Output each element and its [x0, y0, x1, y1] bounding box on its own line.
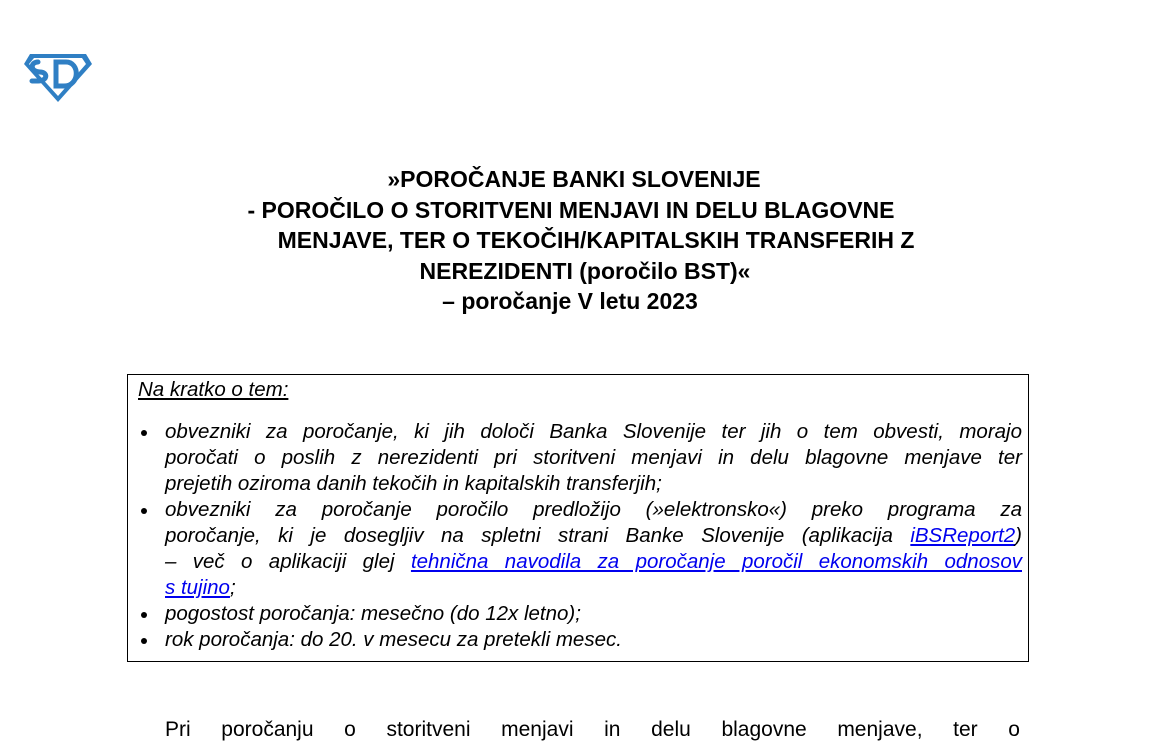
- technical-instructions-link[interactable]: s tujino: [165, 576, 230, 599]
- body-word: menjave,: [837, 718, 923, 741]
- title-line-4: NEREZIDENTI (poročilo BST)«: [419, 257, 751, 284]
- bullet-text: poročanje, ki je dosegljiv na spletni strani Banke Slovenije (aplikacija: [165, 524, 911, 547]
- body-word: blagovne: [721, 718, 807, 741]
- list-item: [138, 419, 1022, 497]
- body-word: ter: [953, 718, 978, 741]
- bullet-text: [165, 549, 1022, 575]
- title-line-2: - POROČILO O STORITVENI MENJAVI IN DELU BLAGOVNE: [247, 196, 895, 223]
- bullet-text: poročati o poslih z nerezidenti pri storitveni menjavi in delu blagovne menjave ter: [165, 446, 1022, 469]
- document-title: [185, 164, 985, 317]
- bank-logo-icon: [22, 50, 94, 103]
- bullet-text: obvezniki za poročanje, ki jih določi Banka Slovenije ter jih o tem obvesti, morajo: [165, 420, 1022, 443]
- bullet-icon: [141, 638, 147, 644]
- body-word: in: [604, 718, 621, 741]
- title-line-1: »POROČANJE BANKI SLOVENIJE: [387, 166, 761, 192]
- bullet-icon: [141, 508, 147, 514]
- list-item: [138, 601, 1022, 627]
- body-word: delu: [651, 718, 691, 741]
- body-word: Pri: [165, 718, 191, 741]
- technical-instructions-link[interactable]: tehnična navodila za poročanje poročil ekonomskih odnosov: [410, 550, 1022, 573]
- bullet-text: ): [1015, 524, 1022, 547]
- bullet-icon: [141, 430, 147, 436]
- bullet-text: [165, 575, 1022, 601]
- list-item: [138, 627, 1022, 653]
- bullet-text: prejetih oziroma danih tekočih in kapitalskih transferjih;: [165, 472, 662, 495]
- summary-box: [127, 374, 1029, 662]
- body-paragraph-line: [165, 718, 1020, 742]
- title-line-3: MENJAVE, TER O TEKOČIH/KAPITALSKIH TRANSFERIH Z: [277, 227, 915, 253]
- body-word: poročanju: [221, 718, 314, 741]
- bullet-icon: [141, 612, 147, 618]
- summary-heading: Na kratko o tem:: [138, 378, 289, 401]
- body-word: o: [344, 718, 356, 741]
- body-word: menjavi: [501, 718, 574, 741]
- bullet-text: pogostost poročanja: mesečno (do 12x letno);: [165, 602, 581, 625]
- bullet-text: rok poročanja: do 20. v mesecu za pretekli mesec.: [165, 628, 622, 651]
- bullet-text: obvezniki za poročanje poročilo predložijo (»elektronsko«) preko programa za: [165, 498, 1022, 521]
- list-item: [138, 497, 1022, 601]
- bullet-text: [165, 523, 1022, 549]
- summary-list: [138, 419, 1022, 653]
- body-word: storitveni: [386, 718, 471, 741]
- title-line-5: – poročanje V letu 2023: [442, 288, 698, 314]
- bullet-text: ;: [229, 576, 236, 599]
- bullet-text: – več o aplikaciji glej: [165, 550, 411, 573]
- body-word: o: [1008, 718, 1020, 741]
- ibsreport2-link[interactable]: iBSReport2: [910, 524, 1016, 547]
